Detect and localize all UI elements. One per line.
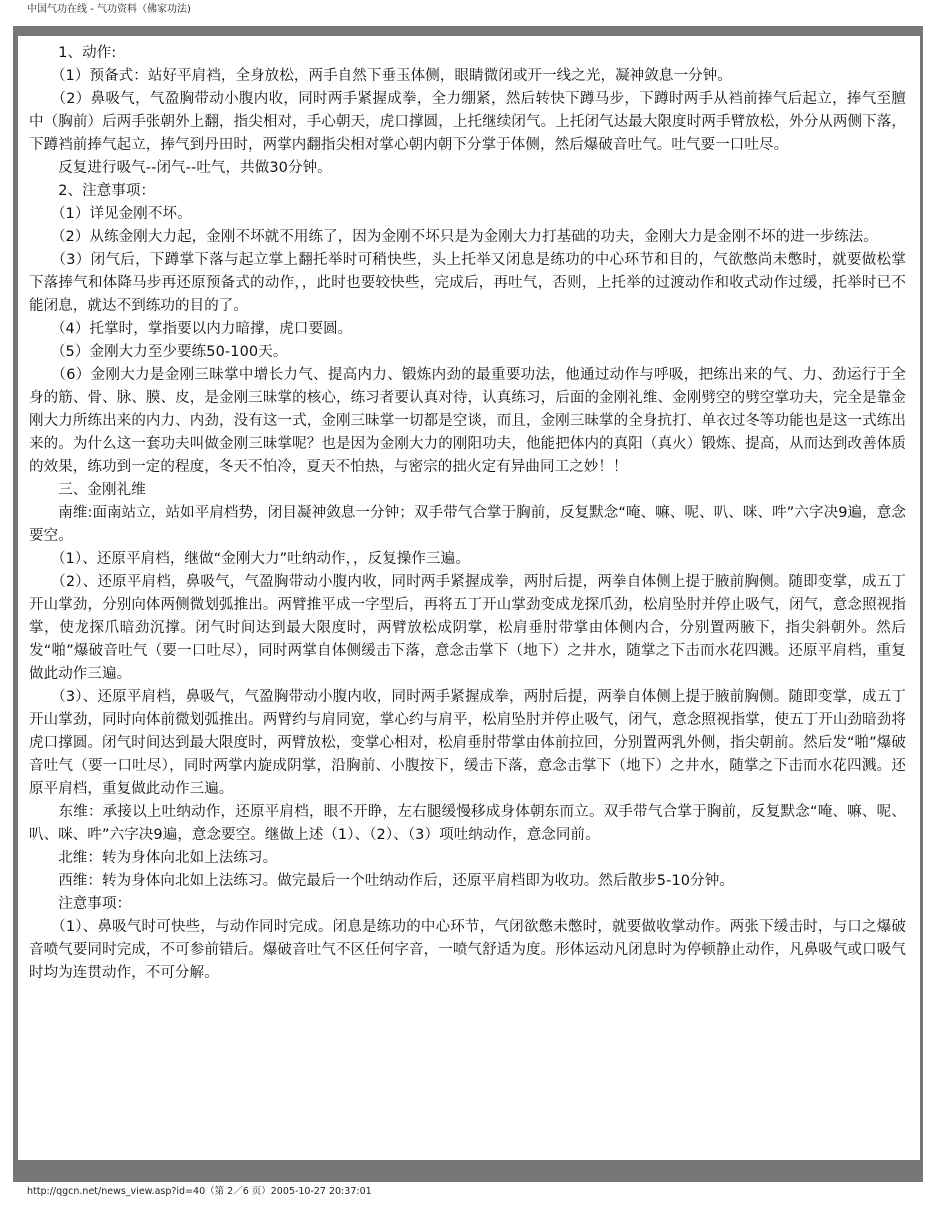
paragraph: 东维：承接以上吐纳动作，还原平肩档，眼不开睁，左右腿缓慢移成身体朝东而立。双手带气合掌于胸前，反复默念“唵、嘛、呢、叭、咪、吽”六字决9遍，意念要空。继做上述（1）、（2）、（3）项吐纳动作，意念同前。 <box>29 804 906 843</box>
paragraph: 南维:面南站立，站如平肩档势，闭目凝神敛息一分钟；双手带气合掌于胸前，反复默念“唵、嘛、呢、叭、咪、吽”六字决9遍，意念要空。 <box>29 505 906 544</box>
paragraph: （2）鼻吸气，气盈胸带动小腹内收，同时两手紧握成拳，全力绷紧，然后转快下蹲马步，下蹲时两手从裆前捧气后起立，捧气至膻中（胸前）后两手张朝外上翻，指尖相对，手心朝天，虎口撑圆，上托继续闭气。上托闭气达最大限度时两手臂放松，外分从两侧下落，下蹲裆前捧气起立，捧气到丹田时，两掌内翻指尖相对掌心朝内朝下分掌于体侧，然后爆破音吐气。吐气要一口吐尽。 <box>29 91 906 153</box>
paragraph: （1）、鼻吸气时可快些，与动作同时完成。闭息是练功的中心环节，气闭欲憋未憋时，就要做收掌动作。两张下缓击时，与口之爆破音喷气要同时完成，不可参前错后。爆破音吐气不区任何字音，一喷气舒适为度。形体运动凡闭息时为停顿静止动作，凡鼻吸气或口吸气时均为连贯动作，不可分解。 <box>29 919 906 981</box>
paragraph: （2）从练金刚大力起，金刚不坏就不用练了，因为金刚不坏只是为金刚大力打基础的功夫，金刚大力是金刚不坏的进一步练法。 <box>29 229 878 245</box>
paragraph: （5）金刚大力至少要练50-100天。 <box>29 344 288 360</box>
paragraph: （1）、还原平肩档，继做“金刚大力”吐纳动作，，反复操作三遍。 <box>29 551 470 567</box>
paragraph: 西维：转为身体向北如上法练习。做完最后一个吐纳动作后，还原平肩档即为收功。然后散步5-10分钟。 <box>29 873 734 889</box>
paragraph: 2、注意事项： <box>29 183 156 199</box>
section-heading: 三、金刚礼维 <box>29 482 146 498</box>
page-footer-url: http://qgcn.net/news_view.asp?id=40（第 2／6 页）2005-10-27 20:37:01 <box>27 1186 372 1197</box>
paragraph: （4）托掌时，掌指要以内力暗撑，虎口要圆。 <box>29 321 353 337</box>
paragraph: （3）闭气后，下蹲掌下落与起立掌上翻托举时可稍快些，头上托举又闭息是练功的中心环节和目的，气欲憋尚未憋时，就要做松掌下落捧气和体降马步再还原预备式的动作，，此时也要较快些，完成后，再吐气，否则，上托举的过渡动作和收式动作过缓，托举时已不能闭息，就达不到练功的目的了。 <box>29 252 906 314</box>
paragraph: （3）、还原平肩档，鼻吸气，气盈胸带动小腹内收，同时两手紧握成拳，两肘后提，两拳自体侧上提于腋前胸侧。随即变掌，成五丁开山掌劲，同时向体前微划弧推出。两臂约与肩同宽，掌心约与肩平，松肩坠肘并停止吸气，闭气，意念照视指掌，使五丁开山劲暗劲将虎口撑圆。闭气时间达到最大限度时，两臂放松，变掌心相对，松肩垂肘带掌由体前拉回，分别置两乳外侧，指尖朝前。然后发“啪”爆破音吐气（要一口吐尽），同时两掌内旋成阴掌，沿胸前、小腹按下，缓击下落，意念击掌下（地下）之井水，随掌之下击而水花四溅。还原平肩档，重复做此动作三遍。 <box>29 689 906 797</box>
paragraph: （2）、还原平肩档，鼻吸气，气盈胸带动小腹内收，同时两手紧握成拳，两肘后提，两拳自体侧上提于腋前胸侧。随即变掌，成五丁开山掌劲，分别向体两侧微划弧推出。两臂推平成一字型后，再将五丁开山掌劲变成龙探爪劲，松肩坠肘并停止吸气，闭气，意念照视指掌，使龙探爪暗劲沉撑。闭气时间达到最大限度时，两臂放松成阴掌，松肩垂肘带掌由体侧内合，分别置两腋下，指尖斜朝外。然后发“啪”爆破音吐气（要一口吐尽），同时两掌自体侧缓击下落，意念击掌下（地下）之井水，随掌之下击而水花四溅。还原平肩档，重复做此动作三遍。 <box>29 574 906 682</box>
paragraph: （1）详见金刚不坏。 <box>29 206 192 222</box>
article-body <box>18 36 920 1160</box>
paragraph: 注意事项： <box>29 896 132 912</box>
page-header-title: 中国气功在线 - 气功资料（佛家功法) <box>27 4 191 15</box>
paragraph: （6）金刚大力是金刚三昧掌中增长力气、提高内力、锻炼内劲的最重要功法，他通过动作与呼吸，把练出来的气、力、劲运行于全身的筋、骨、脉、膜、皮，是金刚三昧掌的核心，练习者要认真对待，认真练习，后面的金刚礼维、金刚劈空的劈空掌功夫，完全是靠金刚大力所练出来的内力、内劲，没有这一式，金刚三昧掌一切都是空谈，而且，金刚三昧掌的全身抗打、单衣过冬等功能也是这一式练出来的。为什么这一套功夫叫做金刚三昧掌呢？也是因为金刚大力的刚阳功夫，他能把体内的真阳（真火）锻炼、提高，从而达到改善体质的效果，练功到一定的程度，冬天不怕冷，夏天不怕热，与密宗的拙火定有异曲同工之妙！！ <box>29 367 906 475</box>
paragraph: 反复进行吸气--闭气--吐气，共做30分钟。 <box>29 160 332 176</box>
paragraph: （1）预备式：站好平肩裆，全身放松，两手自然下垂玉体侧，眼睛微闭或开一线之光，凝神敛息一分钟。 <box>29 68 732 84</box>
paragraph: 1、动作: <box>29 45 117 61</box>
paragraph: 北维：转为身体向北如上法练习。 <box>29 850 278 866</box>
